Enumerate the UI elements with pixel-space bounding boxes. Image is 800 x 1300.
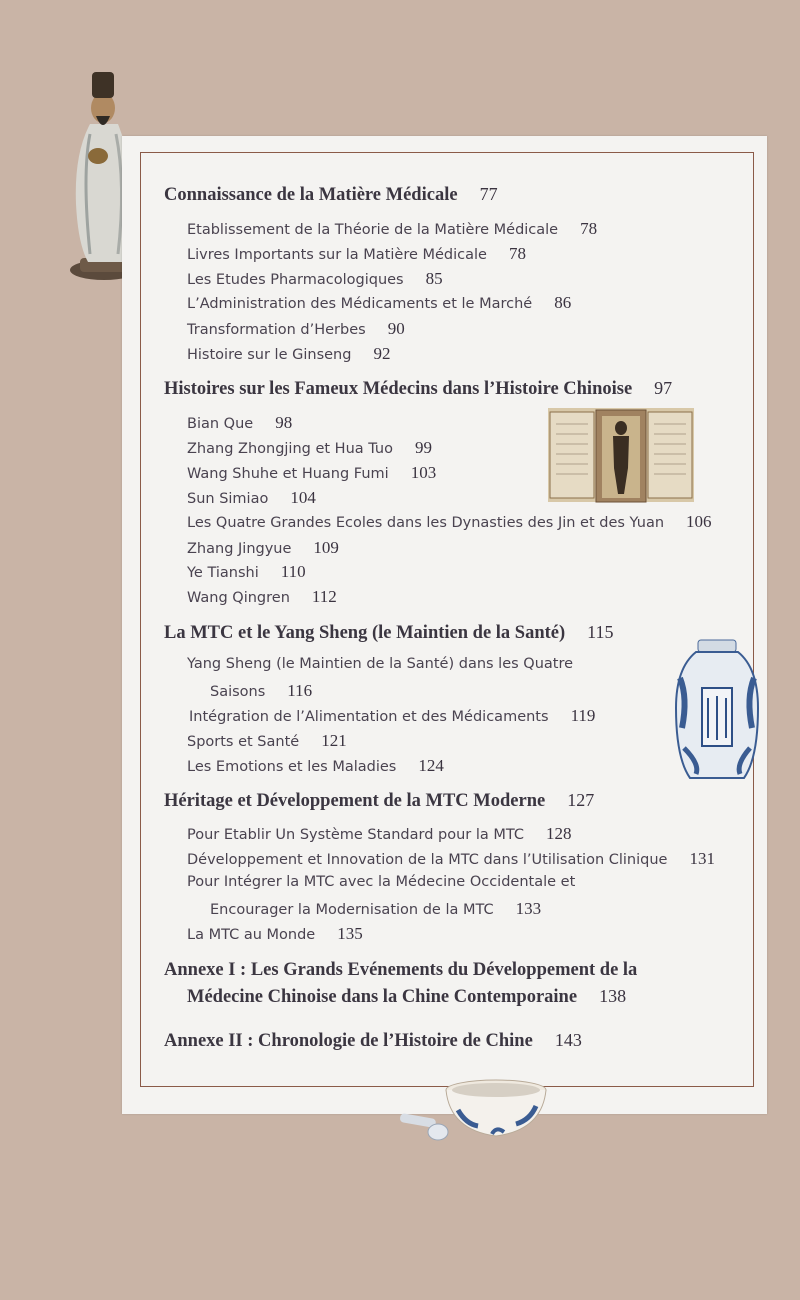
page-number: 97 [654, 378, 673, 398]
toc-item-label: Yang Sheng (le Maintien de la Santé) dans les Quatre [187, 656, 574, 672]
page-number: 127 [567, 790, 595, 810]
toc-item[interactable] [187, 874, 575, 890]
toc-item-label: Intégration de l’Alimentation et des Médicaments [189, 709, 549, 725]
toc-item-label: Zhang Jingyue [187, 541, 292, 557]
page-number: 143 [554, 1030, 582, 1050]
toc-item[interactable] [187, 293, 571, 313]
page-number: 119 [570, 706, 596, 725]
annex-title-continuation[interactable] [187, 986, 626, 1008]
toc-item[interactable] [187, 824, 572, 844]
page-number: 92 [373, 344, 391, 363]
section-title[interactable] [164, 622, 614, 644]
toc-item-label: Etablissement de la Théorie de la Matière Médicale [187, 222, 559, 238]
toc-item-label: Wang Qingren [187, 590, 290, 606]
toc-item-label: Pour Etablir Un Système Standard pour la MTC [187, 827, 525, 843]
page-number: 98 [275, 413, 293, 432]
annex-title[interactable] [164, 960, 637, 981]
section-title-text: La MTC et le Yang Sheng (le Maintien de la Santé) [164, 623, 566, 643]
page-number: 131 [689, 849, 715, 868]
toc-item-label: Ye Tianshi [187, 565, 259, 581]
page-number: 99 [414, 438, 432, 457]
page-number: 121 [321, 731, 347, 750]
page-number: 103 [410, 463, 437, 482]
page-number: 77 [479, 184, 498, 204]
toc-item-label: Les Quatre Grandes Ecoles dans les Dynasties des Jin et des Yuan [187, 515, 665, 531]
toc-item[interactable] [187, 344, 390, 364]
toc-item-label: Sports et Santé [187, 734, 300, 750]
page-number: 133 [515, 899, 542, 918]
page-number: 124 [418, 756, 444, 775]
page-number: 106 [686, 512, 712, 531]
toc-item[interactable] [187, 244, 526, 264]
toc-item-label: Les Emotions et les Maladies [187, 759, 397, 775]
toc-item[interactable] [187, 924, 363, 944]
toc-item[interactable] [187, 488, 316, 508]
toc-item-label: Saisons [210, 684, 266, 700]
section-title[interactable] [164, 184, 498, 206]
annex-title[interactable] [164, 1030, 582, 1052]
toc-item[interactable] [187, 538, 339, 558]
toc-item[interactable] [187, 319, 405, 339]
toc-item-continuation[interactable] [210, 899, 541, 919]
toc-item[interactable] [187, 756, 444, 776]
page-number: 135 [337, 924, 363, 943]
toc-item[interactable] [187, 219, 597, 239]
toc-item[interactable] [187, 269, 443, 289]
annex-title-text: Annexe I : Les Grands Evénements du Développement de la [164, 960, 638, 980]
annex-title-text: Annexe II : Chronologie de l’Histoire de Chine [164, 1031, 533, 1051]
toc-item-continuation[interactable] [210, 681, 312, 701]
toc-item-label: Wang Shuhe et Huang Fumi [187, 466, 389, 482]
section-title-text: Connaissance de la Matière Médicale [164, 185, 458, 205]
page-number: 90 [387, 319, 405, 338]
toc-item[interactable] [187, 413, 292, 433]
page-number: 109 [313, 538, 339, 557]
acupuncture-cabinet-illustration [548, 406, 694, 504]
toc-item-label: Bian Que [187, 416, 254, 432]
page-number: 115 [587, 622, 614, 642]
page-number: 116 [287, 681, 313, 700]
toc-item[interactable] [187, 656, 573, 672]
page-number: 85 [425, 269, 443, 288]
toc-item-label: Zhang Zhongjing et Hua Tuo [187, 441, 393, 457]
page-number: 128 [546, 824, 572, 843]
annex-title-text: Médecine Chinoise dans la Chine Contemporaine [187, 987, 578, 1007]
toc-item[interactable] [187, 562, 306, 582]
toc-item[interactable] [187, 463, 436, 483]
toc-item-label: Encourager la Modernisation de la MTC [210, 902, 494, 918]
toc-item-label: Transformation d’Herbes [187, 322, 366, 338]
page-number: 104 [290, 488, 316, 507]
toc-item-label: Histoire sur le Ginseng [187, 347, 352, 363]
toc-item-label: Développement et Innovation de la MTC dans l’Utilisation Clinique [187, 852, 668, 868]
page-number: 110 [280, 562, 306, 581]
toc-item[interactable] [187, 587, 337, 607]
toc-item-label: Livres Importants sur la Matière Médicale [187, 247, 487, 263]
toc-item-label: La MTC au Monde [187, 927, 316, 943]
section-title[interactable] [164, 790, 594, 812]
toc-item-label: Pour Intégrer la MTC avec la Médecine Occidentale et [187, 874, 576, 890]
page-number: 138 [599, 986, 627, 1006]
page-number: 78 [508, 244, 526, 263]
toc-item[interactable] [187, 849, 715, 869]
page-number: 78 [580, 219, 598, 238]
toc-item-label: Sun Simiao [187, 491, 269, 507]
porcelain-jar-illustration [674, 638, 760, 784]
mortar-pestle-illustration [396, 1076, 556, 1146]
toc-item[interactable] [187, 438, 432, 458]
toc-item[interactable] [187, 512, 712, 532]
page-number: 86 [554, 293, 572, 312]
toc-item[interactable] [189, 706, 595, 726]
section-title[interactable] [164, 378, 672, 400]
toc-item-label: Les Etudes Pharmacologiques [187, 272, 404, 288]
section-title-text: Héritage et Développement de la MTC Moderne [164, 791, 546, 811]
page-number: 112 [311, 587, 337, 606]
toc-item-label: L’Administration des Médicaments et le Marché [187, 296, 533, 312]
toc-item[interactable] [187, 731, 347, 751]
section-title-text: Histoires sur les Fameux Médecins dans l’Histoire Chinoise [164, 379, 633, 399]
